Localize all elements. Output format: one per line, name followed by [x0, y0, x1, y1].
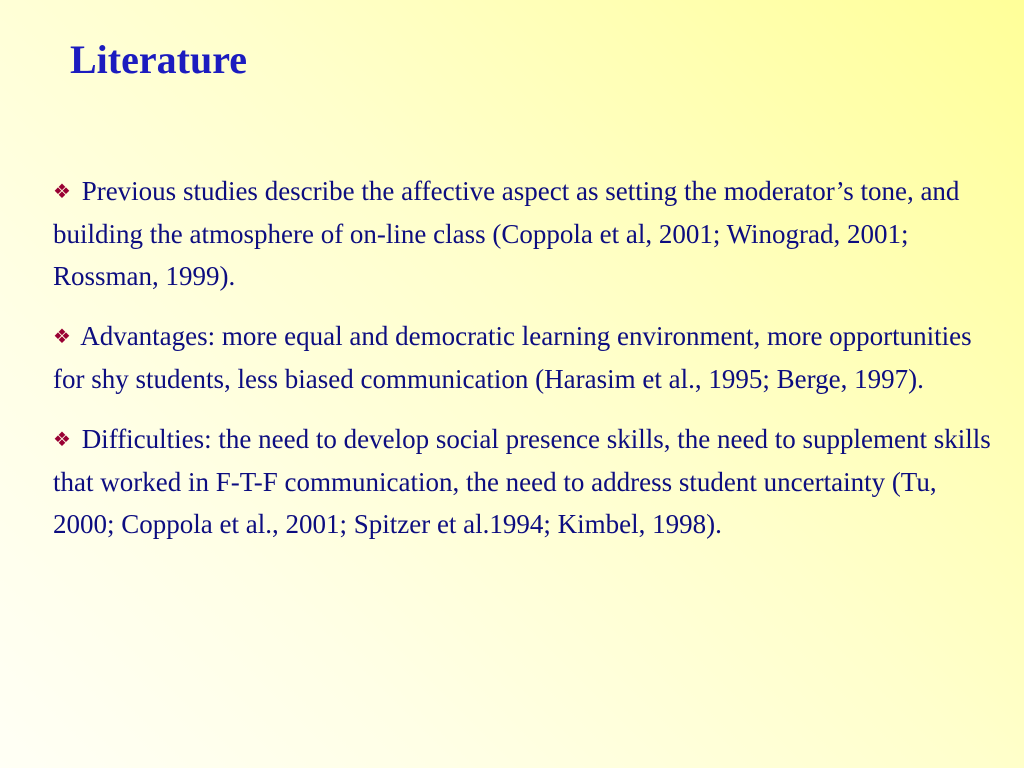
bullet-item	[53, 170, 1003, 297]
slide-title: Literature	[70, 37, 247, 82]
bullet-text: Difficulties: the need to develop social presence skills, the need to supplement skills that worked in F-T-F communication, the need to address student uncertainty (Tu, 2000; Coppola et al., 2001; Spitzer et al.1994; Kimbel, 1998).	[53, 424, 991, 539]
bullet-list	[53, 170, 1003, 563]
bullet-text: Previous studies describe the affective aspect as setting the moderator’s tone, and building the atmosphere of on-line class (Coppola et al, 2001; Winograd, 2001; Rossman, 1999).	[53, 176, 960, 291]
bullet-text: Advantages: more equal and democratic learning environment, more opportunities for shy students, less biased communication (Harasim et al., 1995; Berge, 1997).	[53, 321, 972, 394]
diamond-bullet-icon: ❖	[53, 181, 71, 203]
diamond-bullet-icon: ❖	[53, 429, 71, 451]
diamond-bullet-icon: ❖	[53, 326, 71, 348]
bullet-item	[53, 418, 1003, 545]
bullet-item	[53, 315, 1003, 400]
